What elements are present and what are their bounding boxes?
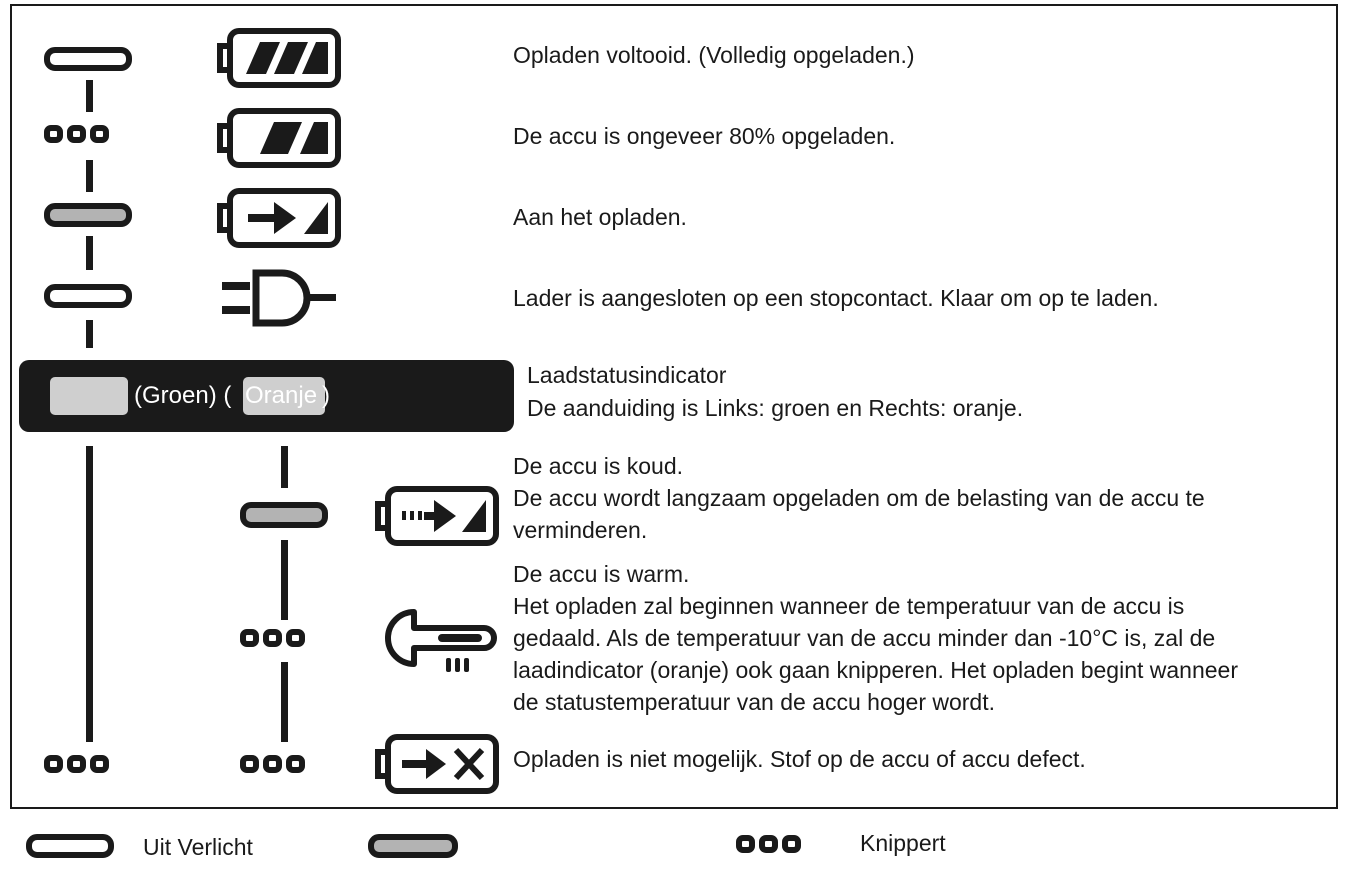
led-off-indicator xyxy=(44,47,132,71)
battery-full-icon xyxy=(216,28,342,88)
battery-cold-icon xyxy=(374,486,500,546)
charge-status-indicator-bar xyxy=(19,360,514,432)
status-description: Opladen voltooid. (Volledig opgeladen.) xyxy=(513,42,915,68)
battery-80-icon xyxy=(216,108,342,168)
cold-status-line: verminderen. xyxy=(513,517,648,543)
legend-off-label: Uit Verlicht xyxy=(143,834,253,860)
led-blinking-indicator xyxy=(240,752,305,776)
orange-column-line xyxy=(281,540,288,620)
battery-error-icon xyxy=(374,734,500,794)
connector-line xyxy=(86,236,93,270)
connector-line xyxy=(86,320,93,348)
close-paren: ) xyxy=(322,382,330,409)
warm-status-line: Het opladen zal beginnen wanneer de temperatuur van de accu is xyxy=(513,593,1185,619)
led-lit-indicator xyxy=(240,502,328,528)
warm-status-line: De accu is warm. xyxy=(513,561,690,587)
legend-blink-dots xyxy=(736,832,801,856)
led-lit-indicator xyxy=(44,203,132,227)
status-description: Lader is aangesloten op een stopcontact. Klaar om op te laden. xyxy=(513,285,1159,311)
error-status-description: Opladen is niet mogelijk. Stof op de accu of accu defect. xyxy=(513,746,1086,772)
status-description: De accu is ongeveer 80% opgeladen. xyxy=(513,123,896,149)
green-column-line xyxy=(86,446,93,742)
legend-off-pill xyxy=(26,834,114,858)
indicator-heading: Laadstatusindicator xyxy=(527,362,727,388)
legend-blink-label: Knippert xyxy=(860,830,946,856)
connector-line xyxy=(86,160,93,192)
plug-icon xyxy=(220,268,340,328)
warm-status-line: laadindicator (oranje) ook gaan knipperen. Het opladen begint wanneer xyxy=(513,657,1238,683)
led-blinking-indicator xyxy=(44,122,109,146)
legend-lit-pill xyxy=(368,834,458,858)
connector-line xyxy=(86,80,93,112)
led-blinking-indicator xyxy=(240,626,305,650)
green-lamp-swatch xyxy=(50,377,128,415)
thermometer-warm-icon xyxy=(374,608,500,680)
orange-label: Oranje xyxy=(245,382,318,409)
cold-status-line: De accu is koud. xyxy=(513,453,684,479)
cold-status-line: De accu wordt langzaam opgeladen om de belasting van de accu te xyxy=(513,485,1205,511)
status-description: Aan het opladen. xyxy=(513,204,687,230)
led-off-indicator xyxy=(44,284,132,308)
battery-charging-icon xyxy=(216,188,342,248)
orange-column-line xyxy=(281,446,288,488)
indicator-description: De aanduiding is Links: groen en Rechts: oranje. xyxy=(527,395,1024,421)
orange-column-line xyxy=(281,662,288,742)
led-blinking-indicator xyxy=(44,752,109,776)
warm-status-line: de statustemperatuur van de accu hoger wordt. xyxy=(513,689,996,715)
green-label: (Groen) ( xyxy=(134,382,232,409)
warm-status-line: gedaald. Als de temperatuur van de accu minder dan -10°C is, zal de xyxy=(513,625,1216,651)
